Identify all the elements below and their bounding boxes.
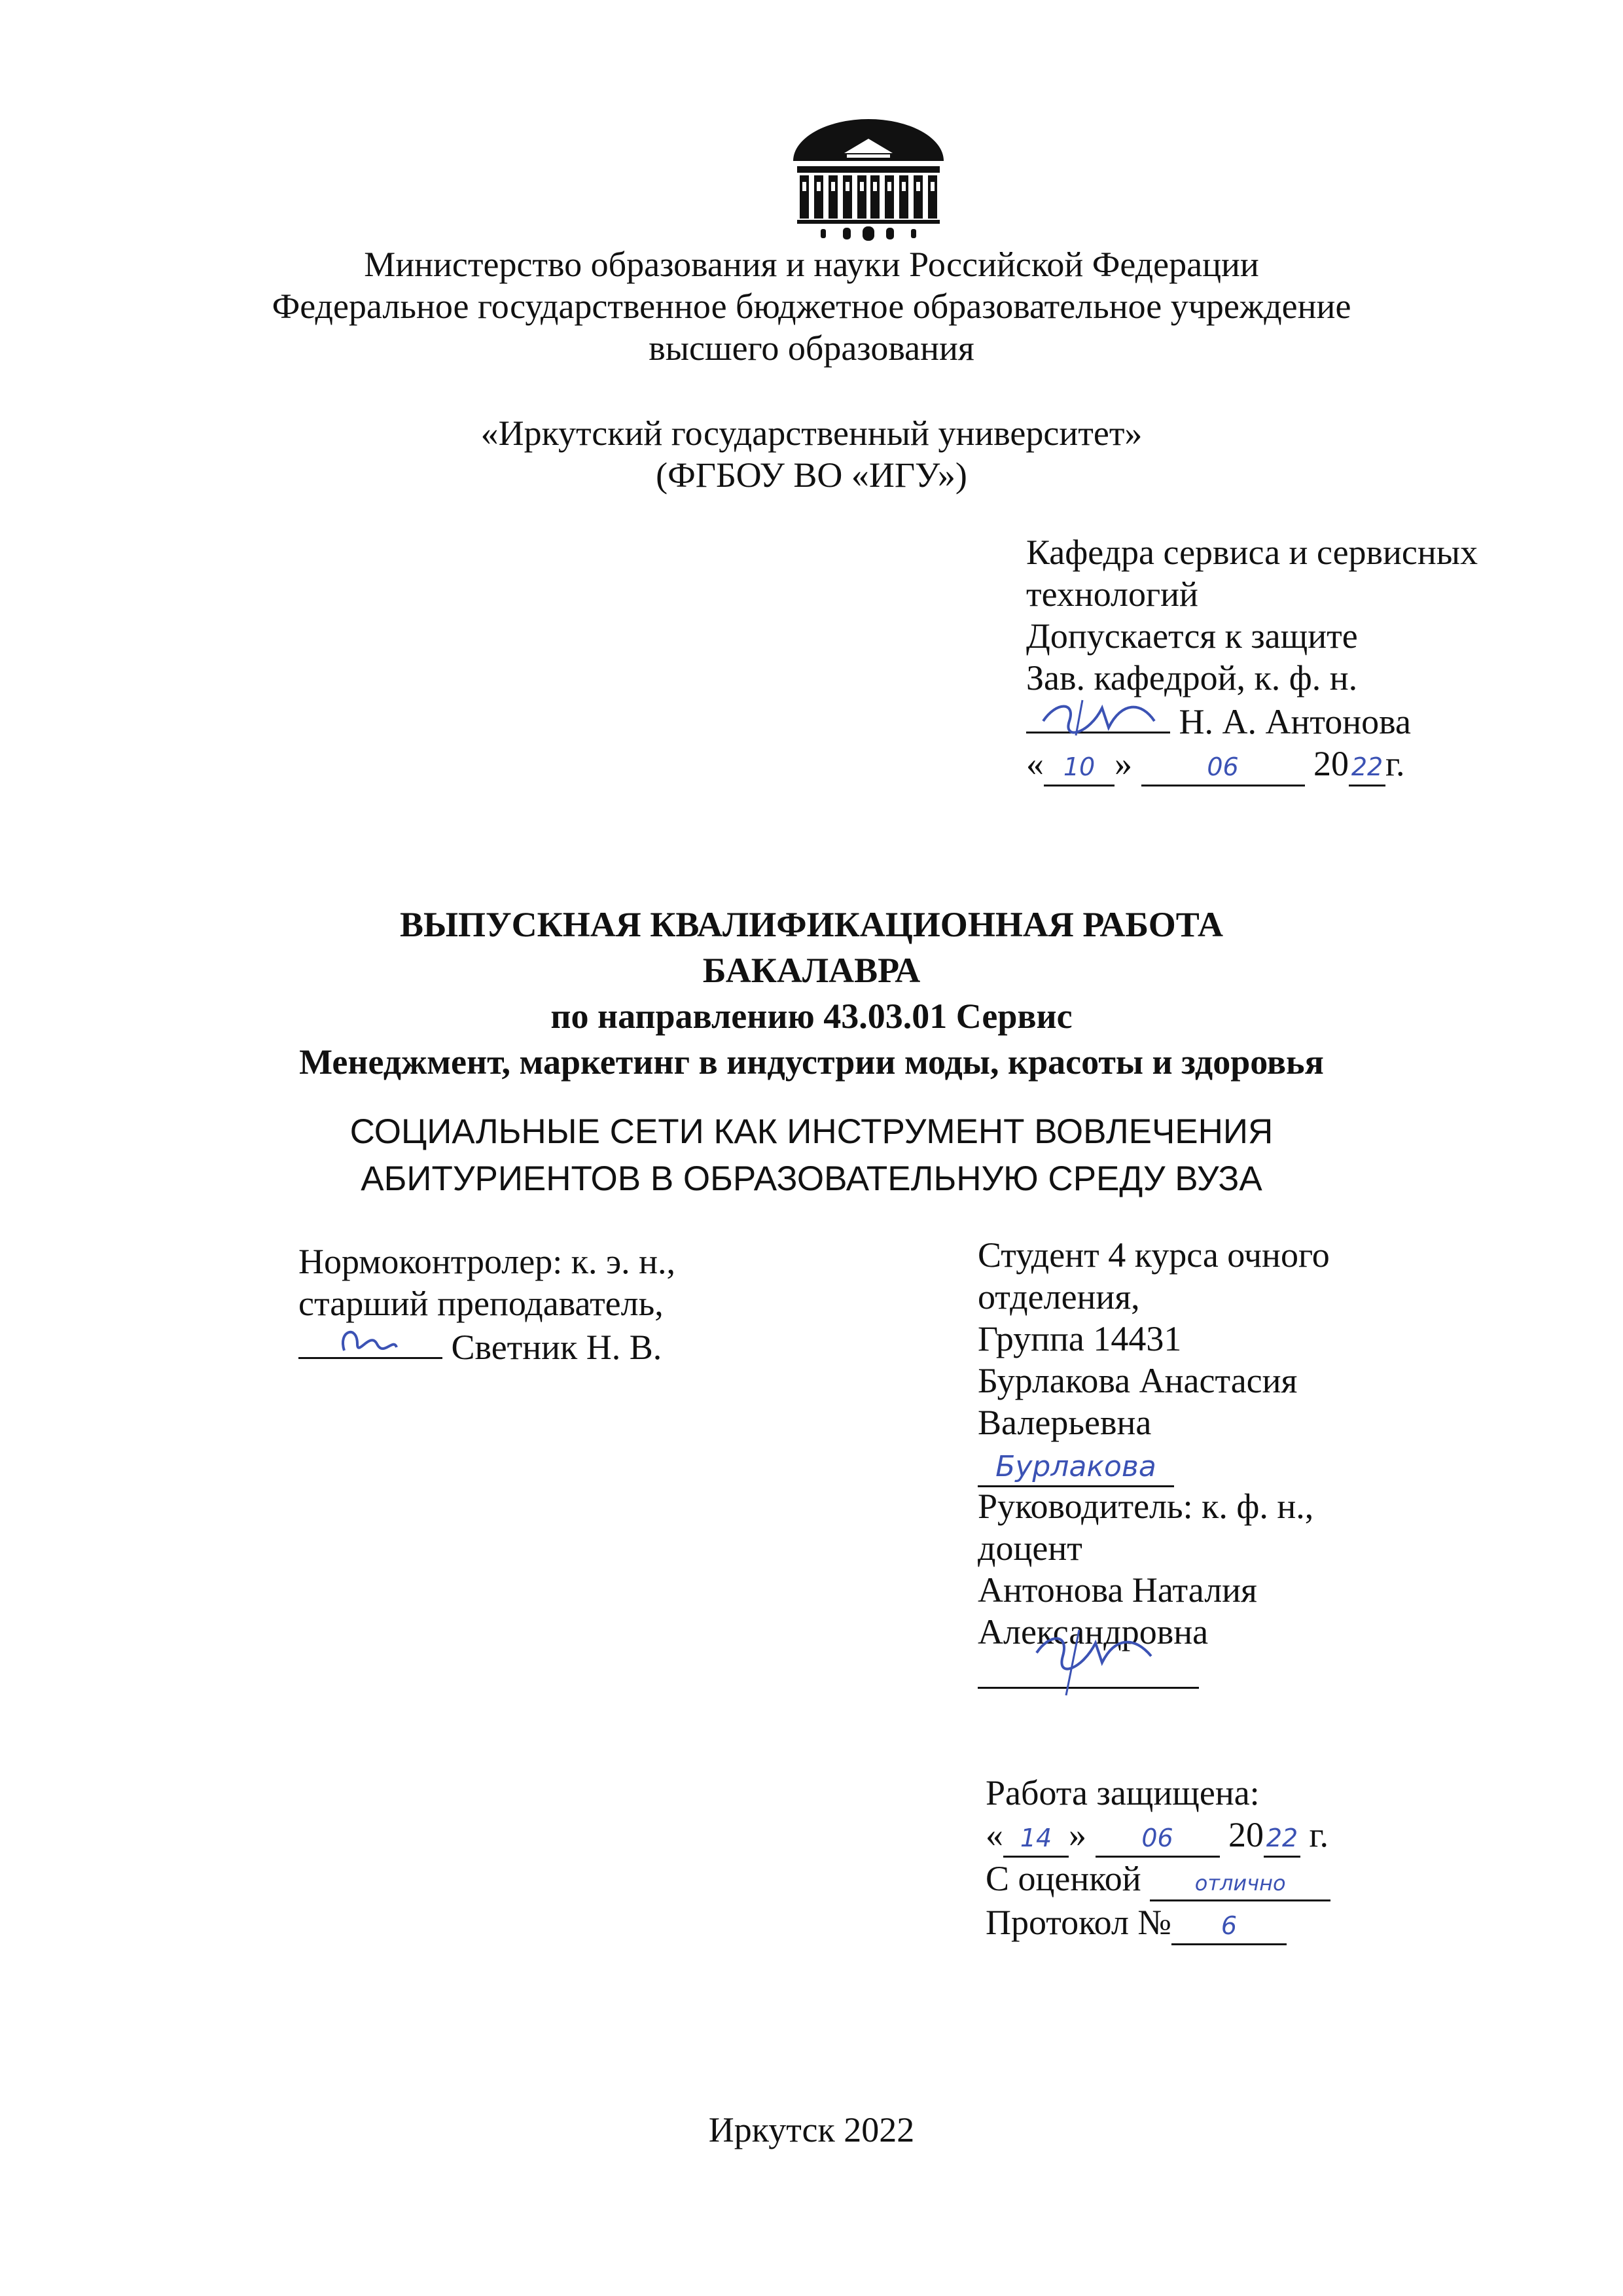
student-block bbox=[978, 1234, 1330, 1699]
city-year: Иркутск 2022 bbox=[708, 2110, 915, 2149]
head-title: Зав. кафедрой, к. ф. н. bbox=[1026, 658, 1358, 698]
signature-icon bbox=[1030, 695, 1161, 737]
head-signature-line bbox=[1026, 699, 1478, 743]
work-type: ВЫПУСКНАЯ КВАЛИФИКАЦИОННАЯ РАБОТА bbox=[399, 905, 1224, 944]
institution-name-cont: высшего образования bbox=[649, 328, 974, 368]
department-name: Кафедра сервиса и сервисных bbox=[1026, 533, 1478, 572]
head-name: Н. А. Антонова bbox=[1179, 702, 1411, 741]
university-abbreviation: (ФГБОУ ВО «ИГУ») bbox=[656, 455, 967, 495]
normocontrol-title: Нормоконтролер: к. э. н., bbox=[298, 1242, 676, 1281]
student-name: Бурлакова Анастасия bbox=[978, 1361, 1298, 1400]
defense-month: 06 bbox=[1141, 1824, 1173, 1852]
work-title-block bbox=[0, 1108, 1623, 1203]
defense-grade-line bbox=[986, 1858, 1330, 1901]
supervisor-signature-blank bbox=[978, 1653, 1199, 1689]
protocol-line bbox=[986, 1901, 1330, 1945]
student-signature-line bbox=[978, 1443, 1330, 1485]
department-name-cont: технологий bbox=[1026, 574, 1198, 614]
footer bbox=[0, 2110, 1623, 2150]
university-block bbox=[0, 412, 1623, 496]
institution-name: Федеральное государственное бюджетное образовательное учреждение bbox=[272, 287, 1351, 326]
work-title: СОЦИАЛЬНЫЕ СЕТИ КАК ИНСТРУМЕНТ ВОВЛЕЧЕНИЯ bbox=[349, 1112, 1274, 1151]
supervisor-title: Руководитель: к. ф. н., bbox=[978, 1487, 1314, 1526]
supervisor-name: Антонова Наталия bbox=[978, 1570, 1257, 1610]
supervisor-name-cont: Александровна bbox=[978, 1612, 1209, 1651]
supervisor-position: доцент bbox=[978, 1528, 1082, 1568]
approval-year: 22 bbox=[1351, 752, 1383, 781]
approval-day: 10 bbox=[1063, 752, 1096, 781]
defense-label: Работа защищена: bbox=[986, 1773, 1260, 1812]
supervisor-signature-line bbox=[978, 1653, 1330, 1699]
signature-icon bbox=[331, 1318, 410, 1360]
normocontrol-name: Светник Н. В. bbox=[451, 1328, 662, 1367]
approval-date: « 10 » 06 20 22г. bbox=[1026, 743, 1478, 786]
defense-day: 14 bbox=[1020, 1824, 1052, 1852]
work-type-cont: БАКАЛАВРА bbox=[702, 951, 921, 990]
work-direction: по направлению 43.03.01 Сервис bbox=[550, 997, 1073, 1036]
student-department: отделения, bbox=[978, 1277, 1140, 1316]
student-group: Группа 14431 bbox=[978, 1319, 1182, 1358]
normocontrol-position: старший преподаватель, bbox=[298, 1284, 664, 1323]
protocol-label: Протокол № bbox=[986, 1903, 1171, 1942]
normocontrol-block bbox=[298, 1241, 675, 1368]
university-logo bbox=[791, 119, 946, 243]
student-name-cont: Валерьевна bbox=[978, 1403, 1152, 1442]
head-signature-blank bbox=[1026, 699, 1170, 733]
normocontrol-signature-line bbox=[298, 1324, 675, 1368]
grade-value: отлично bbox=[1194, 1871, 1286, 1896]
defense-date: « 14 » 06 20 22 г. bbox=[986, 1814, 1330, 1858]
student-signature: Бурлакова bbox=[995, 1450, 1156, 1483]
ministry-name: Министерство образования и науки Российской Федерации bbox=[364, 245, 1259, 284]
work-title-cont: АБИТУРИЕНТОВ В ОБРАЗОВАТЕЛЬНУЮ СРЕДУ ВУЗА bbox=[361, 1159, 1262, 1198]
defense-year: 22 bbox=[1266, 1824, 1298, 1852]
defense-block bbox=[986, 1772, 1330, 1945]
normocontrol-signature-blank bbox=[298, 1324, 442, 1359]
work-type-block bbox=[0, 902, 1623, 1085]
signature-icon bbox=[1030, 1627, 1161, 1699]
approval-month: 06 bbox=[1207, 752, 1239, 781]
university-name: «Иркутский государственный университет» bbox=[480, 414, 1143, 453]
header-block bbox=[0, 243, 1623, 369]
approval-block bbox=[1026, 531, 1478, 786]
work-profile: Менеджмент, маркетинг в индустрии моды, красоты и здоровья bbox=[299, 1042, 1324, 1082]
protocol-number: 6 bbox=[1221, 1911, 1238, 1940]
student-course: Студент 4 курса очного bbox=[978, 1235, 1330, 1275]
grade-label: С оценкой bbox=[986, 1859, 1141, 1898]
admission-status: Допускается к защите bbox=[1026, 616, 1358, 656]
